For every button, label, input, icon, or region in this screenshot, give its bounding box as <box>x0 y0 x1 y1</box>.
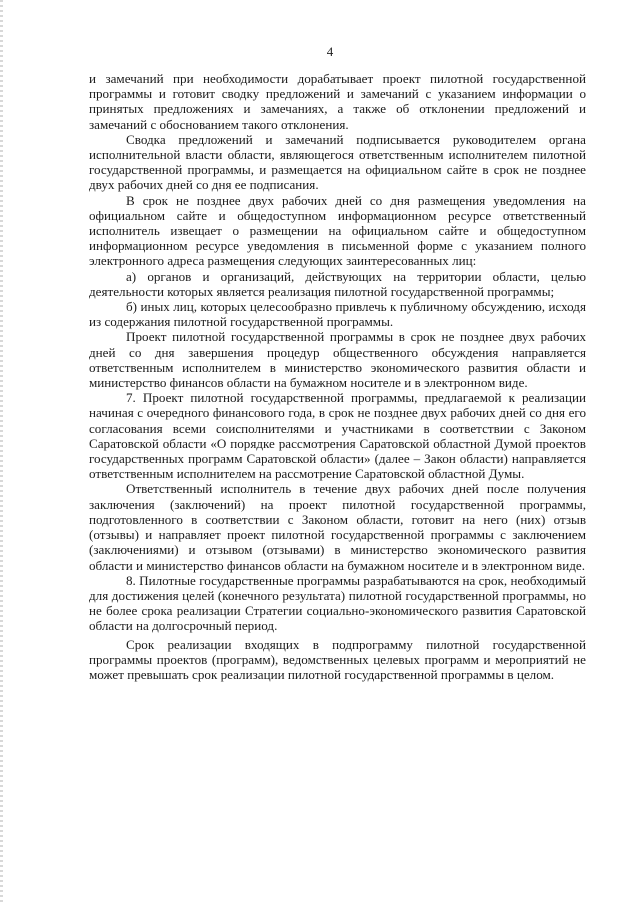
document-body <box>89 71 586 682</box>
paragraph-submission: Проект пилотной государственной программы в срок не позднее двух рабочих дней со дня завершения процедур общественного обсуждения направляется ответственным исполнителем в министерство экономического развития области и министерство финансов области на бумажном носителе и в электронном виде. <box>89 329 586 391</box>
paragraph-summary-signing: Сводка предложений и замечаний подписывается руководителем органа исполнительной власти области, являющегося ответственным исполнителем пилотной государственной программы, и размещается на официальном сайте в срок не позднее двух рабочих дней со дня ее подписания. <box>89 131 586 193</box>
clause-7: 7. Проект пилотной государственной программы, предлагаемой к реализации начиная с очередного финансового года, в срок не позднее двух рабочих дней со дня его согласования всеми соисполнителями и участниками в соответствии с Законом Саратовской области «О порядке рассмотрения Саратовской областной Думой проектов государственных программ Саратовской области» (далее – Закон области) направляется ответственным исполнителем на рассмотрение Саратовской областной Думы. <box>89 390 586 482</box>
scan-edge-artifact <box>0 0 3 905</box>
page-number: 4 <box>326 44 334 59</box>
list-item-a: а) органов и организаций, действующих на территории области, целью деятельности которых является реализация пилотной государственной программы; <box>89 268 586 299</box>
paragraph-notification: В срок не позднее двух рабочих дней со дня размещения уведомления на официальном сайте и общедоступном информационном ресурсе ответственный исполнитель извещает о размещении на официальном сайте и общедоступном информационном ресурсе уведомления в письменной форме с указанием полного электронного адреса размещения следующих заинтересованных лиц: <box>89 192 586 269</box>
paragraph-continuation: и замечаний при необходимости дорабатывает проект пилотной государственной программы и готовит сводку предложений и замечаний с указанием информации о принятых предложениях и замечаниях, а также об отклонении предложений и замечаний с обоснованием такого отклонения. <box>89 71 586 132</box>
clause-8: 8. Пилотные государственные программы разрабатываются на срок, необходимый для достижения целей (конечного результата) пилотной государственной программы, но не более срока реализации Стратегии социально-экономического развития Саратовской области на долгосрочный период. <box>89 572 586 634</box>
paragraph-responsible-executor: Ответственный исполнитель в течение двух рабочих дней после получения заключения (заключений) на проект пилотной государственной программы, подготовленного в соответствии с Законом области, готовит на него (них) отзыв (отзывы) и направляет проект пилотной государственной программы с заключением (заключениями) и отзывом (отзывами) в министерство экономического развития области и министерство финансов области на бумажном носителе и в электронном виде. <box>89 481 586 573</box>
list-item-b: б) иных лиц, которых целесообразно привлечь к публичному обсуждению, исходя из содержания пилотной государственной программы. <box>89 299 586 330</box>
paragraph-implementation-term: Срок реализации входящих в подпрограмму пилотной государственной программы проектов (программ), ведомственных целевых программ и мероприятий не может превышать срок реализации пилотной государственной программы в целом. <box>89 636 586 682</box>
